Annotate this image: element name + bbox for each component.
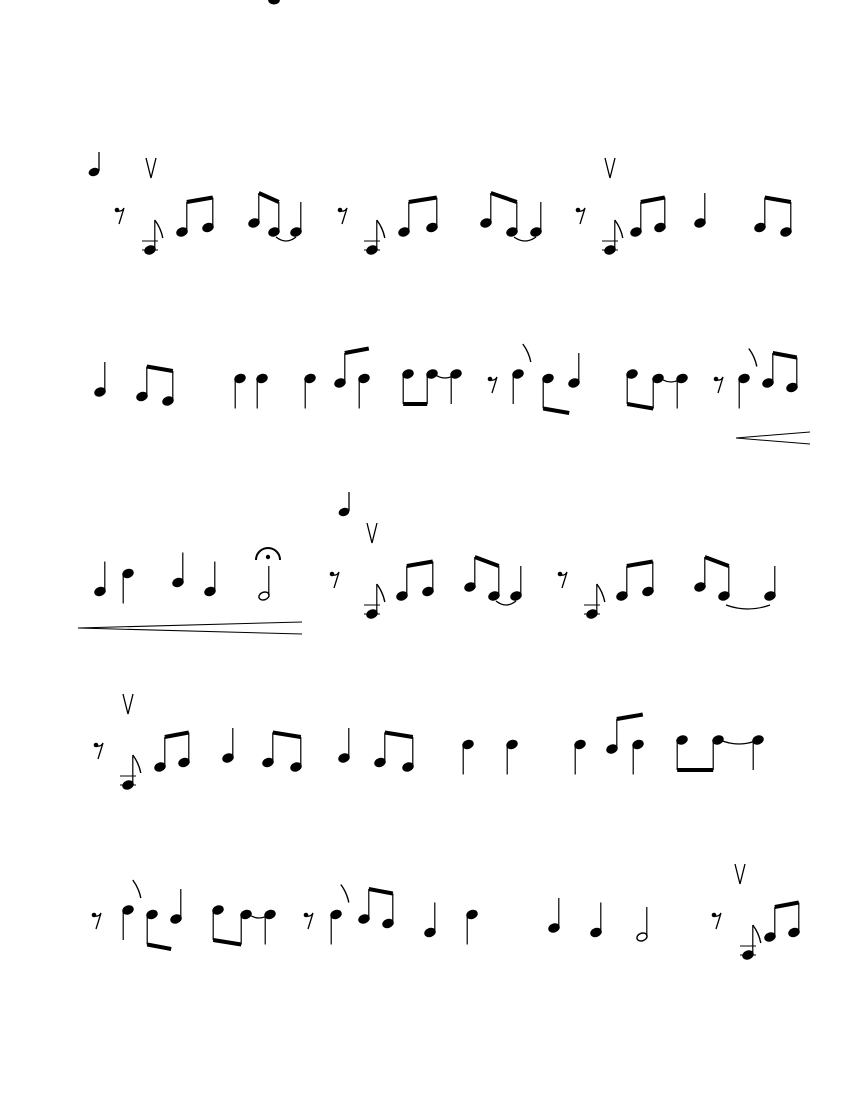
eighth-rest: [714, 377, 723, 393]
note: [178, 733, 190, 768]
note: [764, 907, 776, 942]
note: [290, 737, 302, 772]
beam: [475, 557, 499, 566]
beam: [147, 367, 173, 372]
note: [740, 925, 761, 960]
eighth-rest: [576, 208, 585, 224]
beam: [165, 733, 189, 738]
note: [606, 719, 618, 754]
note: [602, 220, 623, 255]
note: [450, 369, 462, 404]
note: [642, 562, 654, 597]
note: [364, 220, 385, 255]
note: [630, 202, 642, 237]
note: [654, 198, 666, 233]
note: [402, 369, 414, 404]
note: [764, 566, 776, 601]
note: [262, 733, 274, 768]
eighth-rest: [115, 208, 124, 224]
beam: [345, 349, 369, 354]
eighth-rest: [94, 743, 103, 759]
tempo-mark-80: [87, 152, 100, 178]
note: [506, 739, 518, 774]
note: [568, 353, 580, 388]
note: [364, 584, 385, 619]
beam: [775, 903, 799, 908]
note: [616, 566, 628, 601]
note: [358, 889, 370, 924]
note: [162, 371, 174, 406]
fermata: [256, 548, 280, 560]
note: [530, 202, 542, 237]
beam: [259, 193, 279, 202]
note: [780, 202, 792, 237]
note: [212, 905, 224, 940]
note: [94, 562, 106, 597]
note: [510, 566, 522, 601]
note: [632, 739, 644, 774]
note: [754, 198, 766, 233]
note: [584, 584, 605, 619]
beam: [627, 404, 653, 409]
note: [426, 198, 438, 233]
note: [204, 562, 216, 597]
beam: [273, 733, 301, 738]
note: [738, 349, 757, 409]
note: [136, 367, 148, 402]
note: [248, 193, 260, 228]
note: [94, 362, 106, 397]
note: [142, 220, 163, 255]
up-bow-marks: [123, 158, 745, 884]
note: [269, 0, 279, 4]
note: [542, 373, 554, 408]
note: [202, 198, 214, 233]
eighth-rest: [558, 572, 567, 588]
note: [382, 894, 394, 929]
note: [396, 566, 408, 601]
note: [464, 557, 476, 592]
note: [424, 903, 436, 938]
note: [626, 369, 638, 404]
eighth-rest: [92, 913, 101, 929]
beam: [369, 889, 393, 894]
note: [304, 373, 316, 408]
note: [574, 739, 586, 774]
note: [398, 202, 410, 237]
tie: [726, 605, 770, 609]
beam: [773, 353, 797, 358]
note: [122, 568, 134, 603]
tie: [496, 601, 516, 605]
note: [488, 566, 500, 601]
note: [222, 728, 234, 763]
note: [170, 889, 182, 924]
tempo-mark-120: [337, 492, 350, 518]
note: [240, 909, 252, 944]
note: [172, 553, 184, 588]
eighth-rest: [304, 913, 313, 929]
note: [358, 373, 370, 408]
note: [120, 755, 141, 790]
note: [402, 737, 414, 772]
crescendo-hairpin: [78, 432, 810, 634]
note: [258, 566, 270, 601]
note: [338, 728, 350, 763]
note: [636, 907, 648, 942]
beam: [213, 940, 241, 945]
note: [480, 193, 492, 228]
note: [712, 735, 724, 770]
note: [268, 202, 280, 237]
note: [694, 557, 706, 592]
eighth-rest: [488, 377, 497, 393]
beam: [147, 945, 171, 950]
note: [426, 369, 438, 404]
note: [176, 202, 188, 237]
beam: [385, 733, 413, 738]
note: [762, 353, 774, 388]
note: [122, 880, 141, 940]
beam: [187, 198, 213, 203]
note: [512, 344, 531, 404]
staff-systems: [92, 0, 800, 960]
note: [788, 903, 800, 938]
note: [718, 566, 730, 601]
note: [590, 903, 602, 938]
eighth-rest: [712, 913, 721, 929]
beam: [641, 198, 665, 203]
note: [330, 885, 349, 945]
beam: [627, 562, 653, 567]
note: [334, 353, 346, 388]
beam: [409, 198, 437, 203]
beam: [765, 198, 791, 203]
beam: [617, 715, 643, 720]
note: [548, 898, 560, 933]
note: [752, 735, 764, 770]
tie: [276, 237, 296, 241]
note: [256, 373, 268, 408]
eighth-rest: [330, 572, 339, 588]
note: [422, 562, 434, 597]
note: [154, 737, 166, 772]
note: [462, 739, 474, 774]
note: [676, 735, 688, 770]
beam: [543, 409, 569, 414]
note: [466, 909, 478, 944]
beam: [407, 562, 433, 567]
note: [374, 733, 386, 768]
beam: [705, 557, 729, 566]
note: [234, 373, 246, 408]
note: [146, 909, 158, 944]
note: [694, 193, 706, 228]
eighth-rest: [338, 208, 347, 224]
beam: [491, 193, 517, 202]
note: [506, 202, 518, 237]
note: [652, 373, 664, 408]
tie: [514, 237, 536, 241]
note: [786, 358, 798, 393]
note: [290, 202, 302, 237]
